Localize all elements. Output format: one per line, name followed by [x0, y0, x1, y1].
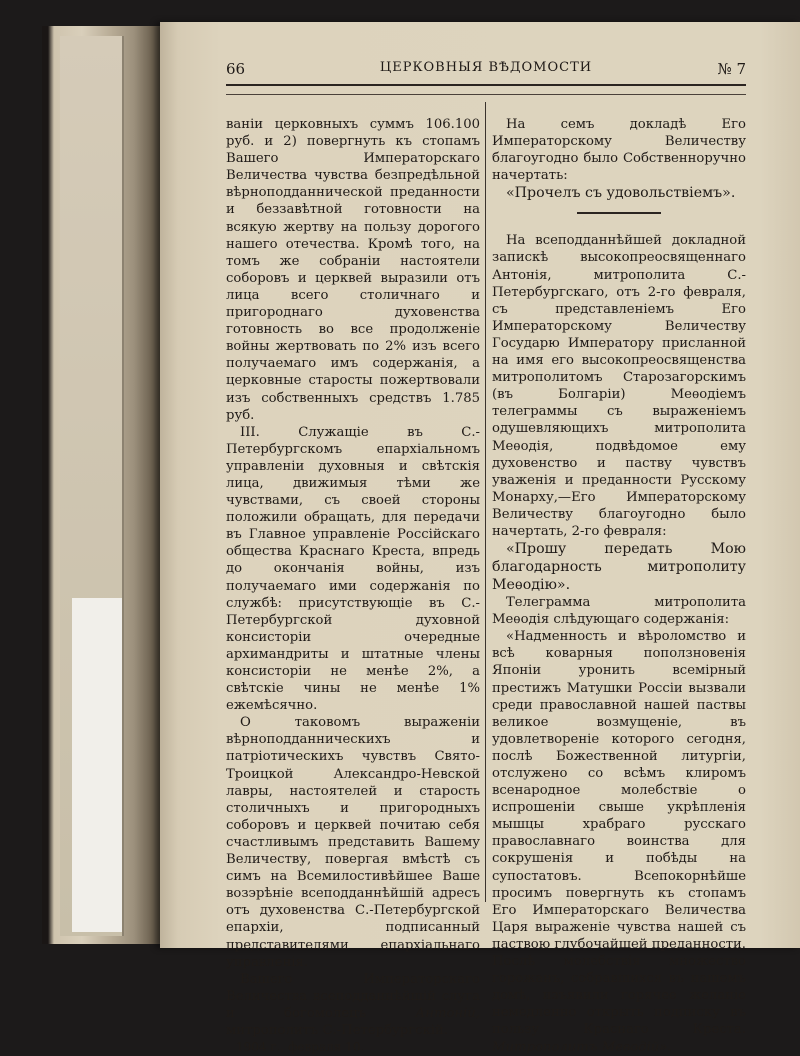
signature-title: митрополитъ С.-Петербургскiй.: [226, 1022, 448, 1038]
imperial-quote-2: «Прошу передать Мою благодарность митрополиту Меѳодiю».: [492, 541, 746, 594]
signature-block: [226, 971, 480, 1039]
telegram-text: [492, 628, 746, 1055]
left-paragraph-2: III. Служащiе въ С.-Петербургскомъ епархiальномъ управленiи духовныя и свѣтскiя лица, движимыя тѣми же чувствами, съ своей стороны положили обращать, для передачи въ Главное управленiе Россiйскаго общества Краснаго Креста, впредь до окончанiя войны, изъ получаемаго ими содержанiя по службѣ: присутствующiе въ С.-Петербургской духовной консисторiи очередные архимандриты и штатные члены консисторiи не менѣе 2%, а свѣтскiе чины не менѣе 1% ежемѣсячно.: [226, 424, 480, 714]
left-column: [226, 116, 480, 1056]
signature-name: Антонiй,: [415, 1005, 480, 1021]
paper-slip: [72, 598, 122, 932]
right-paragraph-1: На семъ докладѣ Его Императорскому Величеству благоугодно было Собственноручно начертать:: [492, 117, 746, 184]
column-divider: [485, 102, 486, 902]
right-column: [492, 116, 746, 1056]
signature-text: Вашего Императорскаго Величества всеподданнѣйшiй слуга и богомолецъ: [226, 971, 480, 1021]
telegram-body: «Надменность и вѣроломство и всѣ коварныя поползновенiя Японiи уронить всемiрный престижъ Матушки Россiи вызвали среди православной нашей паствы великое возмущенiе, въ удовлетворенiе которого сегодня, послѣ Божественной литургiи, отслужено со всѣмъ клиромъ всенародное молебствiе о испрошенiи свыше укрѣпленiя мышцы храбраго русскаго православнаго воинства для сокрушенiя и побѣды на супостатовъ. Всепокорнѣйше просимъ повергнуть къ стопамъ Его Императорскаго Величества Царя выраженiе чувства нашей съ паствою глубочайшей преданности. Послѣ молебствiя множество горожанъ, собравшихся въ нашемъ домѣ, изъявили горячее желанiе немедленно открыть подписку въ пользу Краснаго Креста.: [492, 629, 746, 1038]
running-header: [226, 58, 746, 86]
issue-number: № 7: [717, 60, 746, 78]
page-number: 66: [226, 60, 246, 78]
imperial-quote-1: «Прочелъ съ удовольствiемъ».: [506, 185, 736, 202]
document-date: 1904 г., февраля 10.: [236, 1040, 365, 1055]
left-paragraph-3: О таковомъ выраженiи вѣрноподданническихъ и патрiотическихъ чувствъ Свято-Троицкой Александро-Невской лавры, настоятелей и старость столичныхъ и пригородныхъ соборовъ и церквей почитаю себя счастливымъ представить Вашему Величеству, повергая вмѣстѣ съ симъ на Всемилостивѣйшее Ваше возэрѣнiе всеподданнѣйшiй адресъ отъ духовенства С.-Петербургской епархiи, подписанный представителями епархiальнаго управленiя.: [226, 715, 480, 970]
header-rule: [226, 94, 746, 95]
document-page: [160, 22, 800, 1055]
right-paragraph-3: Телеграмма митрополита Меѳодiя слѣдующаго содержанiя:: [492, 595, 746, 628]
right-paragraph-2: На всеподданнѣйшей докладной запискѣ высокопреосвященнаго Антонiя, митрополита С.-Петербургскаго, отъ 2-го февраля, съ представленiемъ Его Императорскому Величеству Государю Императору присланной на имя его высокопреосвященства митрополитомъ Старозагорскимъ (въ Болгарiи) Меѳодiемъ телеграммы съ выраженiемъ одушевляющихъ митрополита Меѳодiя, подвѣдомое ему духовенство и паству чувствъ уваженiя и преданности Русскому Монарху,—Его Императорскому Величеству благоугодно было начертать, 2-го февраля:: [492, 233, 746, 539]
journal-title: ЦЕРКОВНЫЯ ВѢДОМОСТИ: [379, 60, 593, 75]
telegram-signature: Митрополитъ Меѳодiй».: [492, 1039, 672, 1055]
section-separator: [577, 212, 661, 214]
left-paragraph-1: ванiи церковныхъ суммъ 106.100 руб. и 2) повергнуть къ стопамъ Вашего Императорскаго Величества чувства безпредѣльной вѣрноподданнической преданности и беззавѣтной готовности на всякую жертву на пользу дорогого нашего отечества. Кромѣ того, на томъ же собранiи настоятели соборовъ и церквей выразили отъ лица всего столичнаго и пригороднаго духовенства готовность во все продолженiе войны жертвовать по 2% изъ всего получаемаго имъ содержанiя, а церковные старосты пожертвовали изъ собственныхъ средствъ 1.785 руб.: [226, 117, 480, 423]
